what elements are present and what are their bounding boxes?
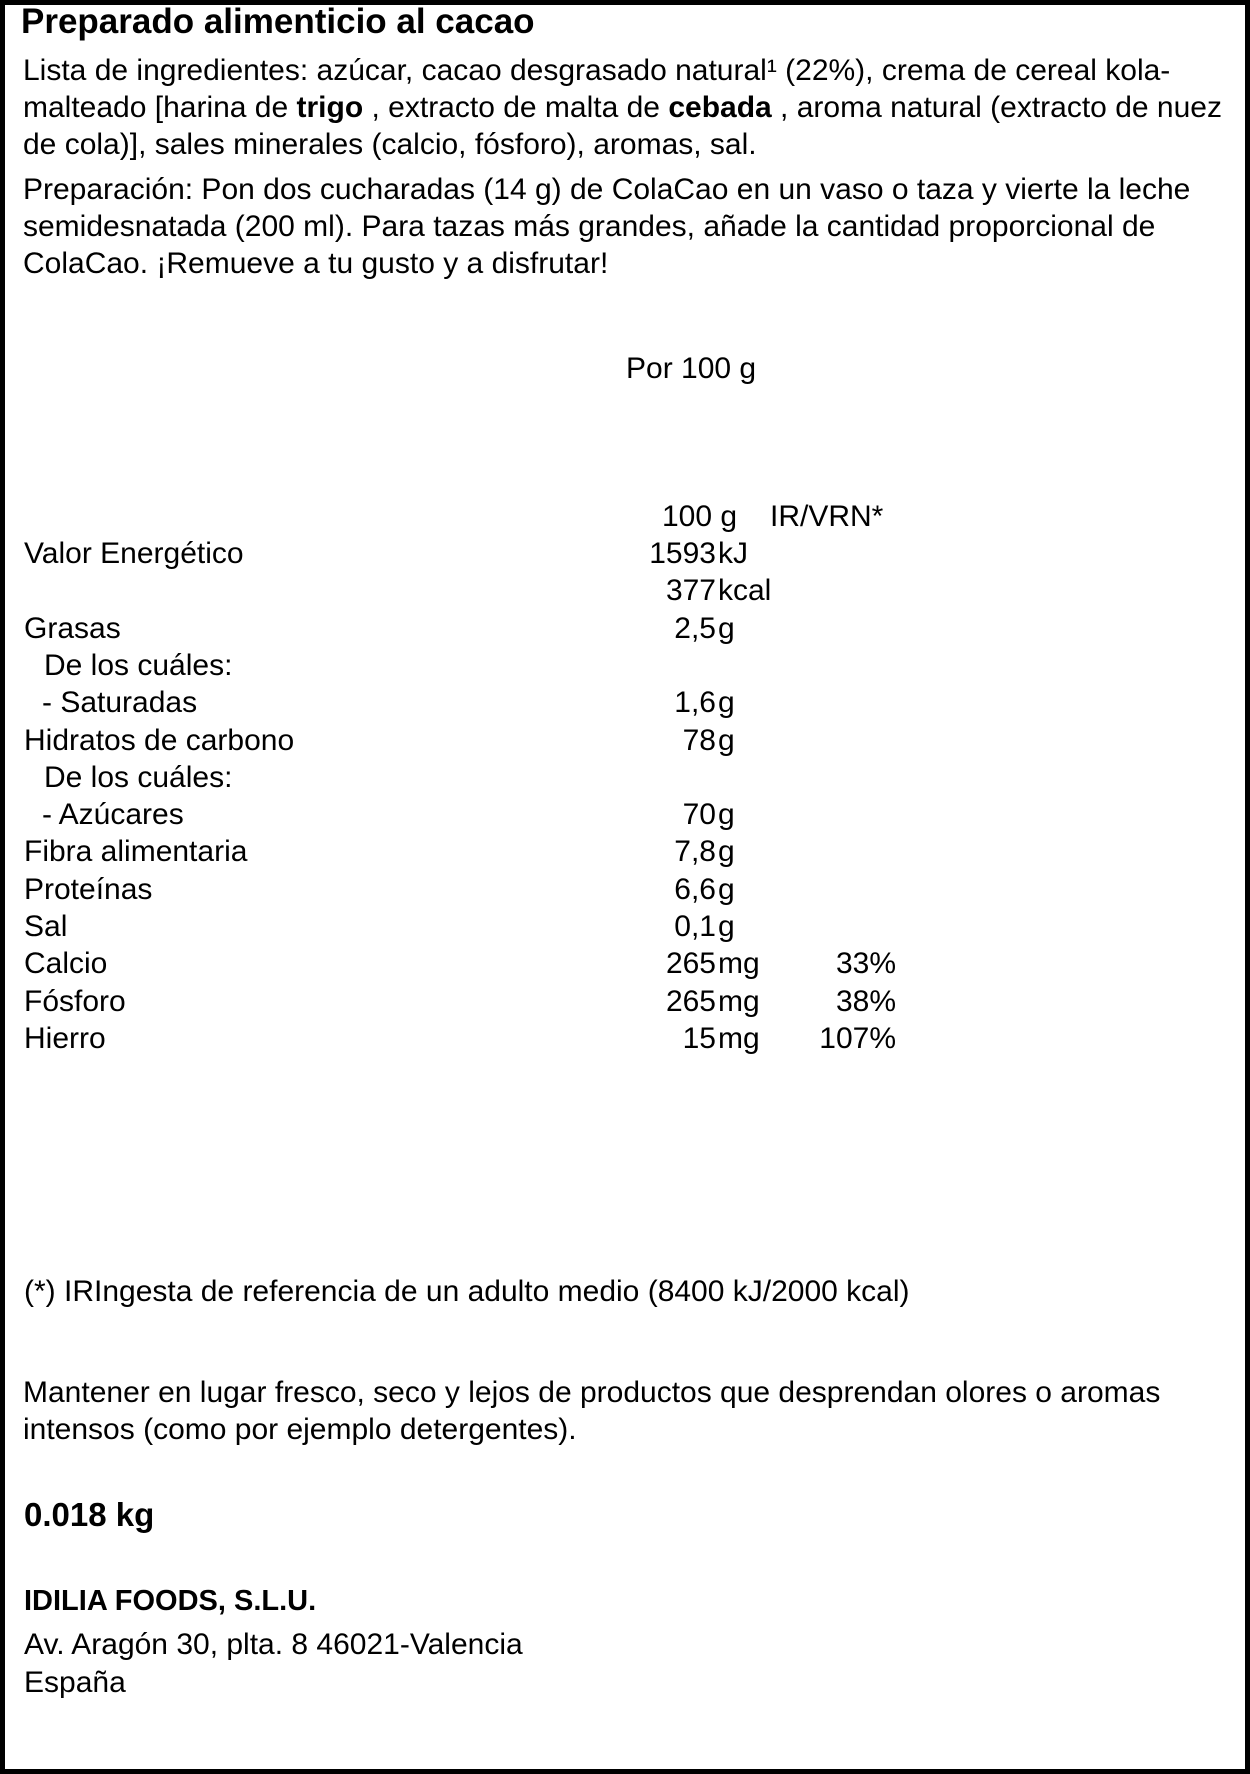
- nutrient-label: Proteínas: [24, 873, 153, 906]
- nutrient-value: 1593: [649, 537, 716, 570]
- nutrient-label: Hierro: [24, 1022, 106, 1055]
- ingredients-part2: , extracto de malta de: [363, 91, 669, 124]
- nutrient-value: 6,6: [674, 873, 716, 906]
- company-address: Av. Aragón 30, plta. 8 46021-Valencia: [24, 1628, 523, 1661]
- nutrient-unit: mg: [718, 1022, 760, 1055]
- nutrient-value: 1,6: [674, 686, 716, 719]
- ingredients-part3: , aroma natural (extracto de nuez de cola)], sales minerales (calcio, fósforo), aromas, sal.: [23, 91, 1222, 161]
- company-country: España: [24, 1666, 126, 1699]
- nutrient-label: - Saturadas: [42, 686, 198, 719]
- allergen-cebada: cebada: [668, 91, 772, 124]
- net-weight: 0.018 kg: [24, 1496, 155, 1533]
- nutrient-label: Valor Energético: [24, 537, 244, 570]
- ingredients-part1: Lista de ingredientes: azúcar, cacao desgrasado natural¹ (22%), crema de cereal kola-malteado [harina de: [23, 54, 1171, 124]
- company-name: IDILIA FOODS, S.L.U.: [24, 1585, 317, 1617]
- nutrient-value: 265: [665, 947, 716, 980]
- footnote: (*) IRIngesta de referencia de un adulto medio (8400 kJ/2000 kcal): [24, 1275, 910, 1308]
- ingredients-text: [23, 52, 1223, 163]
- nutrient-unit: kJ: [718, 537, 748, 570]
- nutrient-label: De los cuáles:: [44, 761, 233, 794]
- allergen-trigo: trigo: [296, 91, 364, 124]
- nutrient-label: Fósforo: [24, 985, 126, 1018]
- nutrient-unit: g: [718, 910, 735, 943]
- nutrient-ir: 107%: [819, 1022, 896, 1055]
- nutrient-unit: kcal: [718, 574, 772, 607]
- nutrient-value: 377: [665, 574, 716, 607]
- nutrient-label: - Azúcares: [42, 798, 184, 831]
- product-title: Preparado alimenticio al cacao: [21, 2, 535, 41]
- storage-text: Mantener en lugar fresco, seco y lejos de productos que desprendan olores o aromas intensos (como por ejemplo detergentes).: [23, 1376, 1161, 1446]
- nutrient-value: 0,1: [674, 910, 716, 943]
- nutrient-ir: 38%: [835, 985, 896, 1018]
- nutrient-value: 7,8: [674, 835, 716, 868]
- nutrient-unit: g: [718, 686, 735, 719]
- preparation-text: Preparación: Pon dos cucharadas (14 g) de ColaCao en un vaso o taza y vierte la leche semidesnatada (200 ml). Para tazas más grandes, añade la cantidad proporcional de ColaCao. ¡Remueve a tu gusto y a disfrutar!: [23, 173, 1191, 280]
- nutrient-unit: mg: [718, 985, 760, 1018]
- nutrition-header-100g: 100 g: [662, 500, 738, 533]
- nutrient-value: 265: [665, 985, 716, 1018]
- nutrient-unit: g: [718, 835, 735, 868]
- nutrient-label: Calcio: [24, 947, 108, 980]
- nutrient-unit: g: [718, 873, 735, 906]
- nutrient-value: 78: [682, 724, 716, 757]
- nutrient-label: De los cuáles:: [44, 649, 233, 682]
- nutrient-label: Sal: [24, 910, 68, 943]
- nutrient-unit: mg: [718, 947, 760, 980]
- nutrient-value: 70: [682, 798, 716, 831]
- nutrient-unit: g: [718, 798, 735, 831]
- nutrient-label: Fibra alimentaria: [24, 835, 248, 868]
- nutrient-unit: g: [718, 724, 735, 757]
- nutrient-label: Hidratos de carbono: [24, 724, 295, 757]
- per-100g-label: Por 100 g: [626, 352, 757, 385]
- nutrient-value: 2,5: [674, 612, 716, 645]
- nutrient-unit: g: [718, 612, 735, 645]
- nutrient-ir: 33%: [835, 947, 896, 980]
- nutrient-label: Grasas: [24, 612, 121, 645]
- nutrient-value: 15: [682, 1022, 716, 1055]
- nutrition-header-ir: IR/VRN*: [770, 500, 884, 533]
